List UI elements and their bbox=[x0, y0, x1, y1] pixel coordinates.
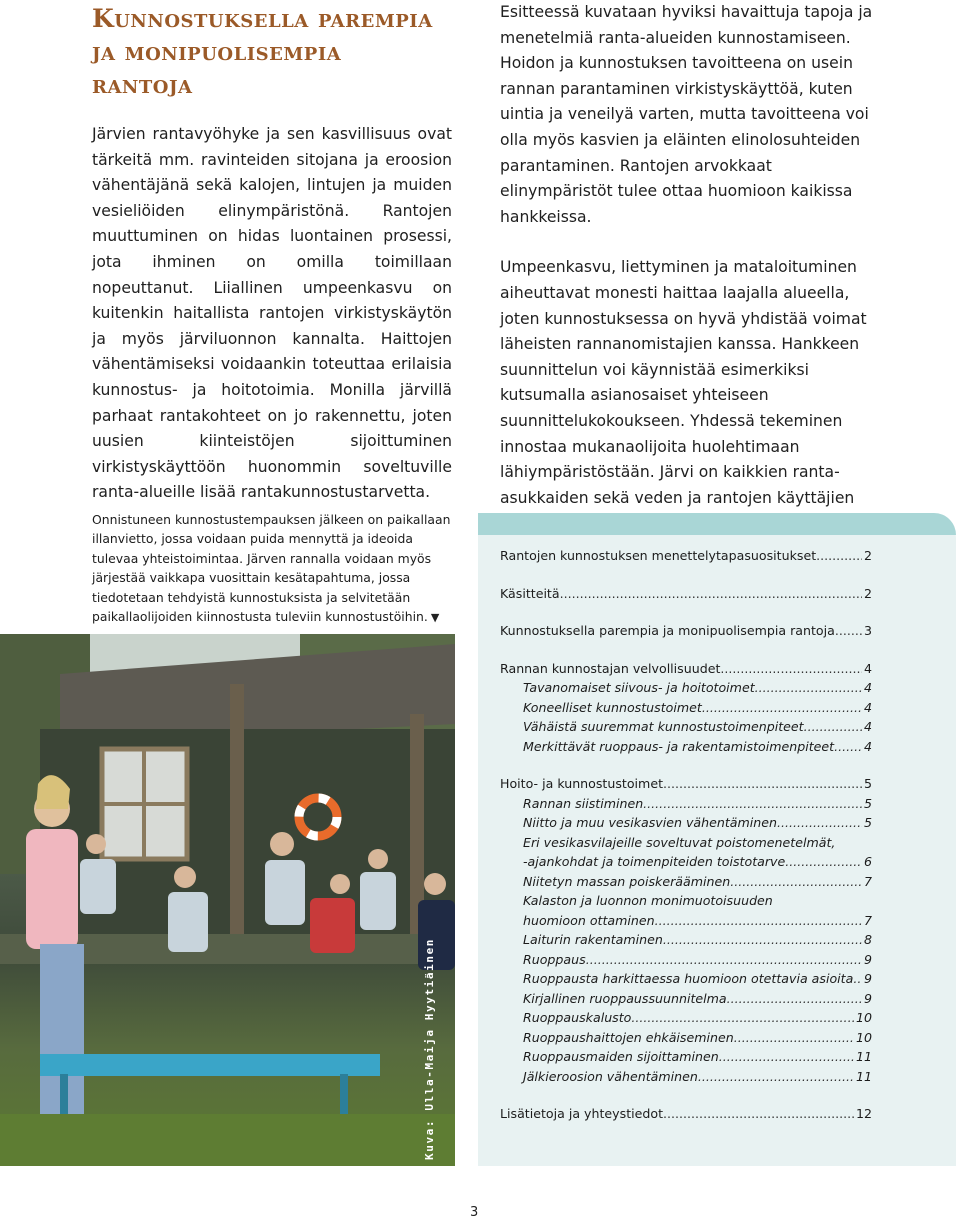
toc-leader bbox=[755, 680, 862, 695]
toc-subentry[interactable] bbox=[500, 874, 872, 894]
toc-leader bbox=[702, 700, 862, 715]
toc-page: 7 bbox=[863, 912, 872, 928]
toc-group-3 bbox=[500, 623, 872, 643]
photo-caption bbox=[92, 510, 462, 627]
toc-page: 9 bbox=[863, 990, 872, 1006]
toc-title: Ruoppaus bbox=[523, 951, 586, 967]
right-paragraph-1: Esitteessä kuvataan hyviksi havaittuja tapoja ja menetelmiä ranta-alueiden kunnostamiseen. Hoidon ja kunnostuksen tavoitteena on usein rannan parantaminen virkistyskäyttöä, kuten uintia ja veneilyä varten, mutta tavoitteena voi olla myös kasvien ja eläinten elinolosuhteiden parantaminen. Rantojen arvokkaat elinympäristöt tulee ottaa huomioon kaikissa hankkeissa. bbox=[500, 3, 873, 226]
toc-title: Vähäistä suuremmat kunnostustoimenpiteet bbox=[523, 719, 804, 734]
toc-leader bbox=[560, 586, 862, 601]
toc-page: 12 bbox=[855, 1106, 872, 1121]
toc-page: 4 bbox=[863, 699, 872, 715]
toc-title: Niitetyn massan poiskerääminen bbox=[523, 873, 731, 889]
toc-leader bbox=[853, 971, 862, 986]
toc-title: Ruoppauskalusto bbox=[523, 1010, 632, 1025]
toc-subentry[interactable] bbox=[500, 1010, 872, 1030]
toc-subentry[interactable] bbox=[500, 913, 872, 933]
toc-subentry[interactable] bbox=[500, 835, 872, 855]
toc-page: 2 bbox=[863, 548, 872, 563]
toc-leader bbox=[663, 932, 862, 947]
toc-page: 9 bbox=[863, 971, 872, 986]
toc-leader bbox=[655, 913, 862, 928]
toc-subentry[interactable] bbox=[500, 1049, 872, 1069]
toc-leader bbox=[663, 1106, 854, 1121]
toc-title: Kirjallinen ruoppaussuunnitelma bbox=[523, 990, 727, 1006]
toc-leader bbox=[643, 796, 862, 811]
toc-page: 9 bbox=[863, 951, 872, 967]
toc-subentry[interactable] bbox=[500, 893, 872, 913]
toc-page: 4 bbox=[863, 660, 872, 676]
right-paragraph-2: Umpeenkasvu, liettyminen ja mataloituminen aiheuttavat monesti haittaa laajalla alueella, joten kunnostuksessa on hyvä yhdistää voimat läheisten rannanomistajien kanssa. Hankkeen suunnittelun voi käynnistää esimerkiksi kutsumalla asianosaiset yhteiseen suunnittelukokoukseen. Yhdessä tekeminen innostaa mukanaolijoita huolehtimaan lähiympäristöstään. Järvi on kaikkien ranta-asukkaiden sekä veden ja rantojen käyttäjien bbox=[500, 258, 867, 507]
toc-leader bbox=[720, 661, 862, 676]
toc-subentry[interactable] bbox=[500, 796, 872, 816]
toc-page: 3 bbox=[863, 623, 872, 638]
toc-page: 4 bbox=[863, 719, 872, 734]
toc-page: 2 bbox=[863, 585, 872, 601]
toc-title: Rannan siistiminen bbox=[523, 795, 644, 811]
toc-subentry[interactable] bbox=[500, 952, 872, 972]
toc-title: Tavanomaiset siivous- ja hoitotoimet bbox=[523, 680, 755, 695]
caption-text: Onnistuneen kunnostustempauksen jälkeen on paikallaan illanvietto, jossa voidaan puida mennyttä ja ideoida tulevaa yhteistoimintaa. Järven rannalla voidaan myös järjestää vaikkapa vuosittain kesätapahtuma, jossa tiedotetaan tehdyistä kunnostuksista ja selvitetään paikallaolijoiden kiinnostusta tuleviin kunnostustöihin. bbox=[92, 512, 451, 625]
toc-subentry[interactable] bbox=[500, 932, 872, 952]
toc-leader bbox=[730, 874, 862, 889]
toc-title: Hoito- ja kunnostustoimet bbox=[500, 776, 664, 791]
toc-subentry[interactable] bbox=[500, 854, 872, 874]
toc-leader bbox=[698, 1069, 854, 1084]
toc-subentry[interactable] bbox=[500, 700, 872, 720]
left-paragraph: Järvien rantavyöhyke ja sen kasvillisuus ovat tärkeitä mm. ravinteiden sitojana ja eroosion vähentäjänä sekä kalojen, lintujen ja muiden vesieliöiden elinympäristönä. Rantojen muuttuminen on hidas luontainen prosessi, jota ihminen on omilla toimillaan nopeuttanut. Liiallinen umpeenkasvu on kuitenkin haitallista rantojen virkistyskäytön ja myös järviluonnon kannalta. Haittojen vähentämiseksi voidaankin toteuttaa erilaisia kunnostus- ja hoitotoimia. Monilla järvillä parhaat rantakohteet on jo rakennettu, joten uusien kiinteistöjen sijoittuminen virkistyskäyttöön huonommin soveltuville ranta-alueille lisää rantakunnostustarvetta. bbox=[92, 125, 452, 502]
gathering-photo bbox=[0, 634, 455, 1166]
toc-group-4 bbox=[500, 661, 872, 759]
toc-page: 5 bbox=[863, 795, 872, 811]
toc-title: Lisätietoja ja yhteystiedot bbox=[500, 1106, 664, 1121]
toc-subentry[interactable] bbox=[500, 815, 872, 835]
toc-group-2 bbox=[500, 586, 872, 606]
toc-leader bbox=[835, 623, 862, 638]
photo-credit: Kuva: Ulla-Maija Hyytiäinen bbox=[423, 937, 436, 1160]
title-line-3: rantoja bbox=[92, 70, 193, 99]
toc-page: 8 bbox=[863, 932, 872, 947]
toc-leader bbox=[734, 1030, 854, 1045]
toc-page: 10 bbox=[855, 1010, 872, 1025]
toc-title: Ruoppausmaiden sijoittaminen bbox=[523, 1049, 719, 1064]
toc-title: huomioon ottaminen bbox=[523, 912, 655, 928]
toc-title: Merkittävät ruoppaus- ja rakentamistoimenpiteet bbox=[523, 738, 835, 754]
toc-title: Ruoppaushaittojen ehkäiseminen bbox=[523, 1029, 734, 1045]
toc-leader bbox=[586, 952, 862, 967]
toc-page: 7 bbox=[863, 873, 872, 889]
toc-subentry[interactable] bbox=[500, 1030, 872, 1050]
toc-leader bbox=[777, 815, 862, 830]
title-line-1: Kunnostuksella parempia bbox=[92, 4, 433, 33]
photo-illustration bbox=[0, 634, 455, 1166]
toc-page: 11 bbox=[855, 1049, 872, 1064]
toc-leader bbox=[834, 739, 862, 754]
toc-title: Rantojen kunnostuksen menettelytapasuositukset bbox=[500, 548, 817, 563]
right-column-text bbox=[500, 0, 875, 562]
toc-leader bbox=[785, 854, 862, 869]
table-of-contents bbox=[500, 548, 872, 1144]
toc-title: Käsitteitä bbox=[500, 585, 560, 601]
toc-title: Laiturin rakentaminen bbox=[523, 932, 663, 947]
toc-page: 10 bbox=[855, 1029, 872, 1045]
toc-title: Niitto ja muu vesikasvien vähentäminen bbox=[523, 815, 777, 830]
toc-title: Ruoppausta harkittaessa huomioon otettavia asioita bbox=[523, 971, 854, 986]
toc-leader bbox=[631, 1010, 854, 1025]
toc-subentry[interactable] bbox=[500, 719, 872, 739]
toc-page: 5 bbox=[863, 776, 872, 791]
toc-entry[interactable] bbox=[500, 623, 872, 643]
toc-page: 4 bbox=[863, 738, 872, 754]
toc-subentry[interactable] bbox=[500, 991, 872, 1011]
left-column-text bbox=[92, 122, 452, 506]
toc-group-5 bbox=[500, 776, 872, 1088]
toc-page: 6 bbox=[863, 854, 872, 869]
toc-subentry[interactable] bbox=[500, 1069, 872, 1089]
toc-leader bbox=[663, 776, 862, 791]
toc-title: Kunnostuksella parempia ja monipuolisempia rantoja bbox=[500, 623, 835, 638]
title-line-2: ja monipuolisempia bbox=[92, 37, 342, 66]
toc-subentry[interactable] bbox=[500, 971, 872, 991]
toc-title: Eri vesikasvilajeille soveltuvat poistomenetelmät, bbox=[523, 834, 836, 850]
toc-entry[interactable] bbox=[500, 548, 872, 568]
page-number: 3 bbox=[470, 1205, 479, 1220]
toc-group-6 bbox=[500, 1106, 872, 1126]
toc-title: Koneelliset kunnostustoimet bbox=[523, 699, 702, 715]
toc-entry[interactable] bbox=[500, 1106, 872, 1126]
toc-title: Kalaston ja luonnon monimuotoisuuden bbox=[523, 893, 773, 908]
toc-entry[interactable] bbox=[500, 776, 872, 796]
toc-entry[interactable] bbox=[500, 661, 872, 681]
toc-entry[interactable] bbox=[500, 586, 872, 606]
toc-subentry[interactable] bbox=[500, 739, 872, 759]
toc-page: 4 bbox=[863, 680, 872, 695]
toc-subentry[interactable] bbox=[500, 680, 872, 700]
toc-leader bbox=[719, 1049, 854, 1064]
toc-title: Rannan kunnostajan velvollisuudet bbox=[500, 660, 721, 676]
toc-page: 5 bbox=[863, 815, 872, 830]
toc-leader bbox=[804, 719, 862, 734]
toc-leader bbox=[816, 548, 862, 563]
toc-title: Jälkieroosion vähentäminen bbox=[523, 1068, 698, 1084]
toc-group-1 bbox=[500, 548, 872, 568]
toc-page: 11 bbox=[855, 1068, 872, 1084]
toc-leader bbox=[727, 991, 862, 1006]
caption-arrow-icon: ▼ bbox=[430, 611, 440, 625]
page-title bbox=[92, 2, 492, 101]
toc-title: -ajankohdat ja toimenpiteiden toistotarve bbox=[523, 854, 786, 869]
